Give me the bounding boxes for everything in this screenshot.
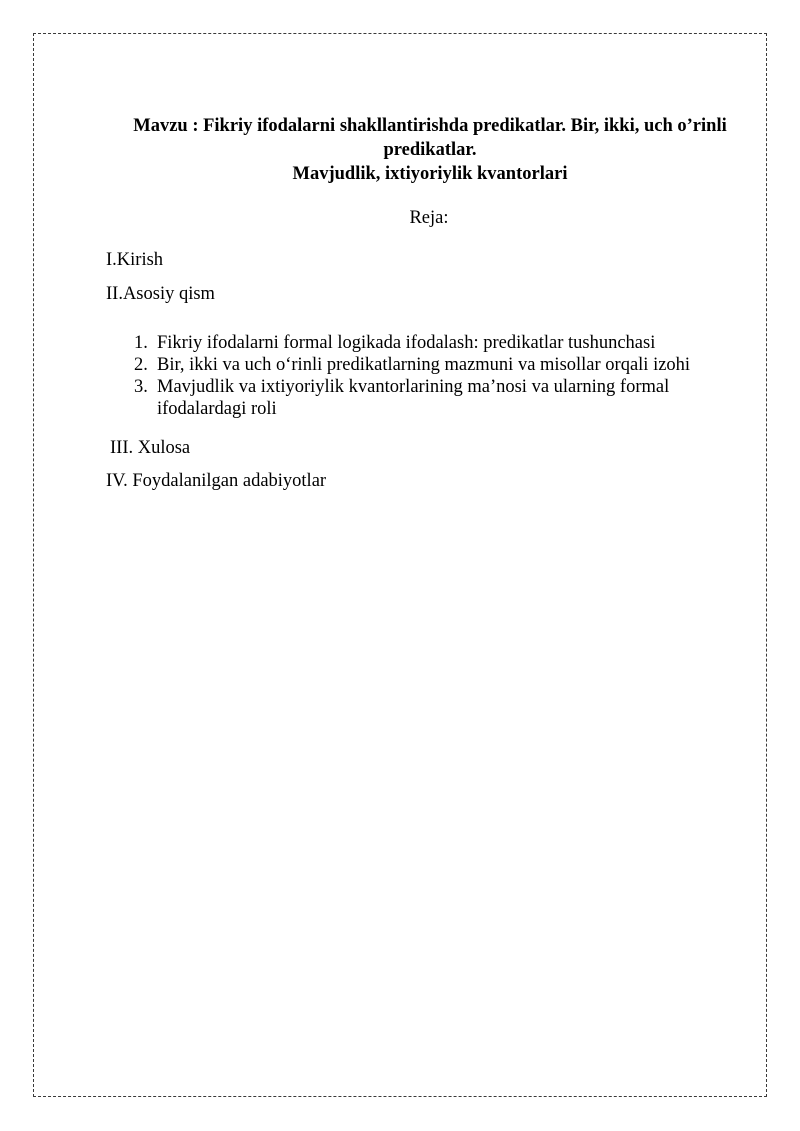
list-item-text: Bir, ikki va uch o‘rinli predikatlarning mazmuni va misollar orqali izohi bbox=[157, 355, 691, 375]
title-line-1: Mavzu : Fikriy ifodalarni shakllantirishda predikatlar. Bir, ikki, uch o’rinli predikatlar. bbox=[133, 116, 727, 160]
list-item-number: 2. bbox=[134, 355, 148, 375]
section-introduction: I.Kirish bbox=[106, 250, 164, 270]
list-item-number: 1. bbox=[134, 333, 148, 353]
list-item bbox=[134, 376, 734, 420]
list-item bbox=[134, 354, 734, 376]
list-item-number: 3. bbox=[134, 377, 148, 397]
section-references: IV. Foydalanilgan adabiyotlar bbox=[106, 471, 327, 491]
page-border bbox=[33, 33, 767, 1097]
list-item bbox=[134, 332, 734, 354]
plan-heading: Reja: bbox=[409, 208, 449, 228]
list-item-text: Mavjudlik va ixtiyoriylik kvantorlarining ma’nosi va ularning formal ifodalardagi roli bbox=[157, 377, 670, 419]
section-main-part: II.Asosiy qism bbox=[106, 284, 215, 304]
main-part-list bbox=[134, 332, 734, 420]
list-item-text: Fikriy ifodalarni formal logikada ifodalash: predikatlar tushunchasi bbox=[157, 333, 656, 353]
section-conclusion: III. Xulosa bbox=[110, 438, 191, 458]
title-line-2: Mavjudlik, ixtiyoriylik kvantorlari bbox=[292, 164, 568, 184]
document-title bbox=[106, 114, 754, 186]
